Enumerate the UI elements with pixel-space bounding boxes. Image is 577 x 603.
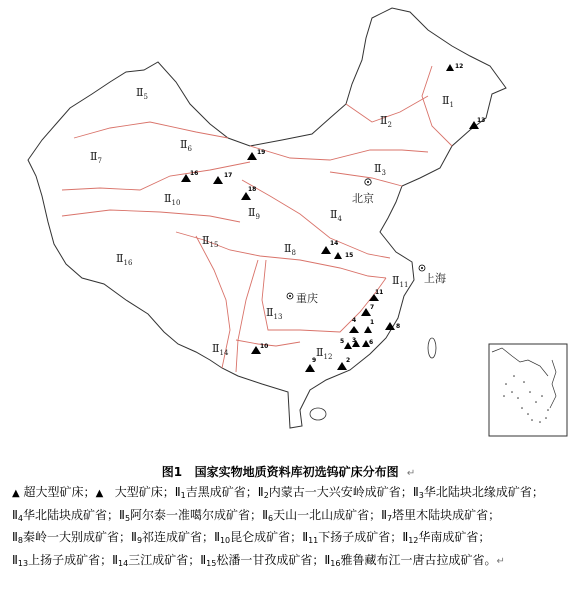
deposit-17 [213, 172, 232, 184]
region-label-1: $Ⅱ_1$ [442, 94, 454, 109]
deposit-9 [305, 357, 316, 372]
south-china-sea-inset [489, 344, 567, 436]
city-shanghai [419, 265, 446, 285]
svg-text:10: 10 [260, 343, 269, 350]
legend [12, 483, 568, 573]
svg-text:6: 6 [369, 339, 374, 346]
svg-text:8: 8 [396, 323, 401, 330]
region-label-12: $Ⅱ_{12}$ [316, 346, 333, 361]
region-label-9: $Ⅱ_9$ [248, 206, 260, 221]
legend-item-13: $Ⅱ_{13}$上扬子成矿省； [12, 552, 113, 568]
legend-item-9: $Ⅱ_9$祁连成矿省； [131, 530, 215, 546]
city-label-chongqing: 重庆 [296, 292, 318, 305]
region-label-14: $Ⅱ_{14}$ [212, 342, 229, 357]
city-label-beijing: 北京 [352, 192, 374, 205]
svg-text:3: 3 [352, 337, 357, 344]
legend-super-large: ▲ 超大型矿床； [12, 485, 96, 499]
return-mark: ↵ [406, 468, 416, 479]
hainan-island [310, 408, 326, 420]
figure-caption [0, 463, 577, 480]
svg-text:1: 1 [370, 319, 375, 326]
svg-text:14: 14 [330, 240, 339, 247]
deposit-11 [369, 289, 383, 301]
deposit-19 [247, 149, 265, 160]
deposit-12 [446, 63, 463, 71]
legend-item-2: $Ⅱ_2$内蒙古一大兴安岭成矿省； [257, 485, 413, 500]
deposit-16 [181, 170, 198, 182]
legend-item-11: $Ⅱ_{11}$下扬子成矿省； [302, 530, 403, 546]
legend-item-6: $Ⅱ_6$天山一北山成矿省； [262, 507, 382, 523]
deposit-6 [362, 339, 373, 347]
region-label-7: $Ⅱ_7$ [90, 150, 102, 165]
region-label-4: $Ⅱ_4$ [330, 208, 342, 223]
deposit-5 [340, 338, 352, 349]
deposit-7 [361, 304, 374, 316]
deposit-14 [321, 240, 338, 254]
region-label-10: $Ⅱ_{10}$ [164, 192, 181, 207]
svg-text:13: 13 [477, 117, 486, 124]
city-label-shanghai: 上海 [424, 272, 446, 285]
legend-end-mark: ↵ [496, 555, 505, 567]
deposit-1 [364, 319, 374, 333]
legend-item-1: $Ⅱ_1$吉黑成矿省； [174, 485, 258, 500]
legend-item-12: $Ⅱ_{12}$华南成矿省； [402, 530, 491, 546]
region-label-13: $Ⅱ_{13}$ [266, 306, 283, 321]
region-label-3: $Ⅱ_3$ [374, 162, 386, 177]
svg-text:2: 2 [346, 357, 351, 364]
svg-text:9: 9 [312, 357, 317, 364]
deposit-10 [251, 343, 268, 354]
legend-item-8: $Ⅱ_8$秦岭一大别成矿省； [12, 530, 132, 546]
china-outline [28, 8, 506, 428]
svg-text:18: 18 [248, 186, 257, 193]
svg-text:12: 12 [455, 63, 464, 70]
deposit-18 [241, 186, 256, 200]
deposit-13 [469, 117, 485, 129]
region-label-5: $Ⅱ_5$ [136, 86, 148, 101]
legend-item-10: $Ⅱ_{10}$昆仑成矿省； [214, 530, 303, 546]
figure-label: 图1 [161, 465, 183, 479]
region-label-2: $Ⅱ_2$ [380, 114, 392, 129]
deposit-3 [352, 337, 360, 347]
legend-item-15: $Ⅱ_{15}$松潘一甘孜成矿省； [200, 552, 325, 568]
deposit-15 [334, 252, 353, 259]
legend-large: ▲ 大型矿床； [95, 485, 175, 499]
legend-item-4: $Ⅱ_4$华北陆块成矿省； [12, 507, 120, 523]
region-label-11: $Ⅱ_{11}$ [392, 274, 409, 289]
city-chongqing [287, 291, 318, 305]
svg-text:16: 16 [190, 170, 199, 177]
deposit-8 [385, 322, 400, 330]
svg-text:17: 17 [224, 172, 233, 179]
city-beijing [352, 179, 374, 205]
region-label-6: $Ⅱ_6$ [180, 138, 192, 153]
deposit-2 [337, 357, 350, 370]
legend-item-16: $Ⅱ_{16}$雅鲁藏布江一唐古拉成矿省。 [324, 552, 497, 568]
legend-item-5: $Ⅱ_5$阿尔泰一准噶尔成矿省； [119, 507, 263, 523]
legend-item-3: $Ⅱ_3$华北陆块北缘成矿省； [412, 485, 544, 500]
region-label-16: $Ⅱ_{16}$ [116, 252, 133, 267]
svg-text:15: 15 [345, 252, 354, 259]
region-label-15: $Ⅱ_{15}$ [202, 234, 219, 249]
svg-text:11: 11 [375, 289, 384, 296]
taiwan-island [428, 338, 436, 358]
svg-text:4: 4 [352, 317, 357, 324]
triangle-icon: ▲ [12, 488, 20, 499]
region-labels [90, 86, 454, 361]
svg-text:7: 7 [370, 304, 375, 311]
deposit-4 [349, 317, 359, 333]
legend-item-7: $Ⅱ_7$塔里木陆块成矿省； [381, 507, 501, 523]
triangle-icon: ▲ [95, 488, 104, 499]
region-label-8: $Ⅱ_8$ [284, 242, 296, 257]
svg-text:19: 19 [257, 149, 266, 156]
svg-text:5: 5 [340, 338, 345, 345]
figure-title: 国家实物地质资料库初选钨矿床分布图 [194, 465, 399, 479]
legend-item-14: $Ⅱ_{14}$三江成矿省； [112, 552, 201, 568]
